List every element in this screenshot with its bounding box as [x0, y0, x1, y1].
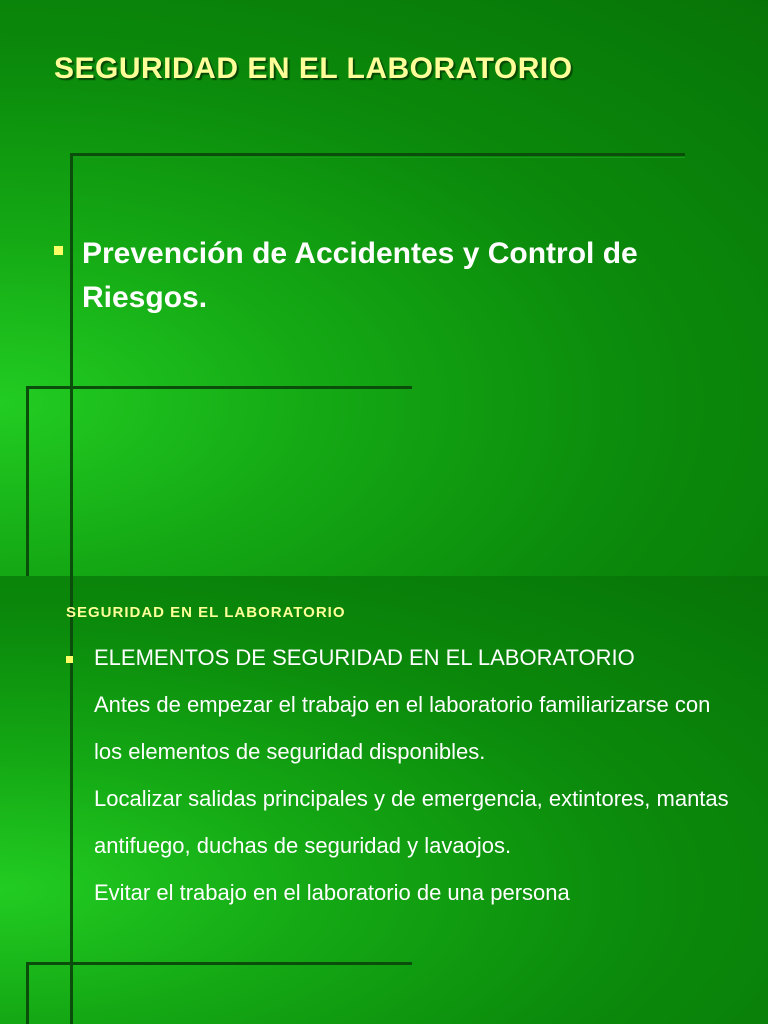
decorative-line [74, 157, 685, 158]
bullet-body [94, 634, 736, 916]
bullet-item [66, 646, 736, 916]
bullet-text: Prevención de Accidentes y Control de Riesgos. [82, 237, 638, 314]
paragraph: Localizar salidas principales y de emergencia, extintores, mantas antifuego, duchas de seguridad y lavaojos. [94, 786, 729, 858]
slide-2 [0, 576, 768, 1024]
decorative-line [26, 386, 29, 576]
bullet-item [54, 236, 694, 320]
decorative-line [70, 153, 685, 156]
bullet-heading: ELEMENTOS DE SEGURIDAD EN EL LABORATORIO [94, 645, 635, 670]
decorative-line [26, 386, 412, 389]
slide-1-title: SEGURIDAD EN EL LABORATORIO [54, 52, 573, 85]
square-bullet-icon [54, 246, 63, 255]
decorative-line [26, 962, 29, 1024]
square-bullet-icon [66, 656, 73, 663]
decorative-line [26, 962, 412, 965]
paragraph: Antes de empezar el trabajo en el laboratorio familiarizarse con los elementos de seguridad disponibles. [94, 692, 711, 764]
paragraph: Evitar el trabajo en el laboratorio de una persona [94, 880, 570, 905]
decorative-line [70, 153, 73, 576]
slide-2-title: SEGURIDAD EN EL LABORATORIO [66, 604, 346, 621]
